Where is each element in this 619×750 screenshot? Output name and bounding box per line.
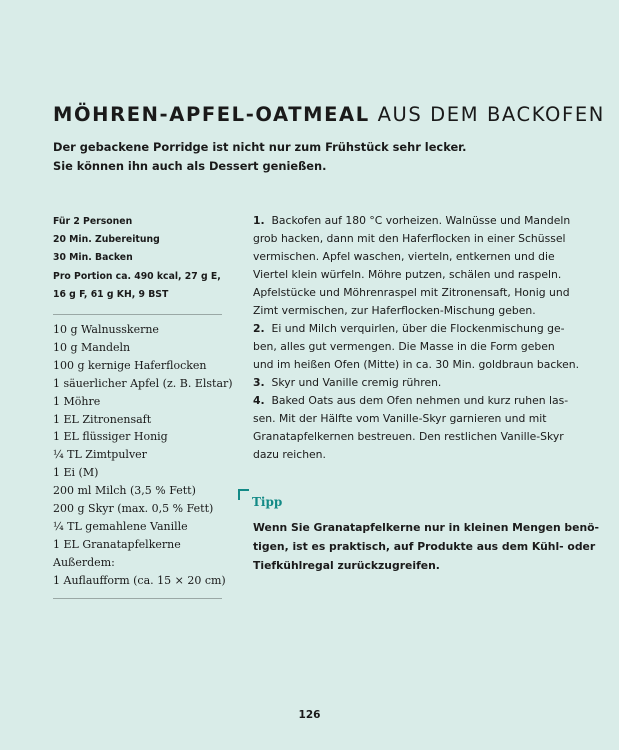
ingredient-item: 200 ml Milch (3,5 % Fett) (53, 484, 196, 498)
step-line (253, 428, 563, 446)
step-line (253, 356, 580, 374)
ingredient-item: ¼ TL Zimtpulver (53, 448, 147, 462)
step-line (253, 230, 566, 248)
step-text: vermischen. Apfel waschen, vierteln, entkernen und die (253, 250, 555, 263)
intro-line: Der gebackene Porridge ist nicht nur zum Frühstück sehr lecker. (53, 140, 467, 154)
step-number: 4. (253, 394, 265, 407)
ingredient-item: 1 EL Granatapfelkerne (53, 537, 181, 551)
intro-text (53, 138, 467, 176)
recipe-meta (53, 213, 228, 304)
ingredient-item: 10 g Walnusskerne (53, 323, 159, 336)
step-line (253, 338, 563, 356)
step-text: Granatapfelkernen bestreuen. Den restlichen Vanille-Skyr (253, 430, 564, 443)
step-line (253, 266, 563, 284)
ingredient-item: 100 g kernige Haferflocken (53, 358, 207, 372)
tipp-text (253, 518, 600, 575)
step-line (253, 248, 563, 266)
corner-bracket-icon (238, 489, 249, 500)
intro-line: Sie können ihn auch als Dessert genießen. (53, 159, 327, 173)
step-line (253, 374, 563, 392)
divider (53, 598, 222, 599)
step-line (253, 302, 563, 320)
step-text: ben, alles gut vermengen. Die Masse in die Form geben (253, 340, 555, 353)
step-line (253, 446, 563, 464)
step-line (253, 410, 563, 428)
divider (53, 314, 222, 315)
tipp-line: tigen, ist es praktisch, auf Produkte aus dem Kühl- oder (253, 540, 596, 553)
bake-time: 30 Min. Backen (53, 252, 133, 264)
ingredient-item: 1 Möhre (53, 394, 101, 408)
step-line (253, 212, 571, 230)
step-line (253, 392, 569, 410)
step-text: sen. Mit der Hälfte vom Vanille-Skyr garnieren und mit (253, 412, 547, 425)
recipe-title-bold: MÖHREN-APFEL-OATMEAL (53, 103, 370, 126)
nutrition-line: 16 g F, 61 g KH, 9 BST (53, 288, 169, 300)
ingredient-item: 1 Ei (M) (53, 466, 99, 480)
step-number: 3. (253, 376, 265, 389)
ingredient-list (53, 321, 233, 590)
tipp-line: Tiefkühlregal zurückzugreifen. (253, 559, 440, 572)
step-text: grob hacken, dann mit den Haferflocken in einer Schüssel (253, 232, 566, 245)
step-text: dazu reichen. (253, 448, 326, 461)
prep-time: 20 Min. Zubereitung (53, 234, 160, 246)
ingredient-item: 200 g Skyr (max. 0,5 % Fett) (53, 502, 214, 516)
step-line (253, 320, 563, 338)
instruction-steps (253, 212, 580, 464)
step-number: 1. (253, 214, 265, 227)
ingredient-item: ¼ TL gemahlene Vanille (53, 519, 188, 533)
ingredient-item: Außerdem: (53, 555, 115, 569)
tipp-label: Tipp (252, 495, 283, 509)
servings: Für 2 Personen (53, 216, 133, 227)
step-line (253, 284, 570, 302)
ingredient-item: 10 g Mandeln (53, 340, 131, 354)
step-text: Skyr und Vanille cremig rühren. (271, 376, 442, 389)
step-text: Ei und Milch verquirlen, über die Flockenmischung ge- (271, 322, 565, 335)
step-text: und im heißen Ofen (Mitte) in ca. 30 Min. goldbraun backen. (253, 358, 580, 371)
ingredient-item: 1 EL Zitronensaft (53, 412, 152, 426)
ingredient-item: 1 Auflaufform (ca. 15 × 20 cm) (53, 573, 226, 587)
step-text: Apfelstücke und Möhrenraspel mit Zitronensaft, Honig und (253, 286, 570, 299)
nutrition-line: Pro Portion ca. 490 kcal, 27 g E, (53, 270, 221, 282)
recipe-title (53, 103, 605, 126)
step-text: Zimt vermischen, zur Haferflocken-Mischung geben. (253, 304, 536, 317)
tipp-line: Wenn Sie Granatapfelkerne nur in kleinen Mengen benö- (253, 521, 600, 534)
page-number: 126 (298, 709, 321, 721)
step-text: Backofen auf 180 °C vorheizen. Walnüsse und Mandeln (271, 214, 571, 227)
recipe-title-light: AUS DEM BACKOFEN (377, 103, 605, 126)
step-text: Viertel klein würfeln. Möhre putzen, schälen und raspeln. (253, 268, 562, 281)
step-text: Baked Oats aus dem Ofen nehmen und kurz ruhen las- (271, 394, 569, 407)
ingredient-item: 1 EL flüssiger Honig (53, 430, 168, 444)
ingredient-item: 1 säuerlicher Apfel (z. B. Elstar) (53, 376, 233, 390)
step-number: 2. (253, 322, 265, 335)
